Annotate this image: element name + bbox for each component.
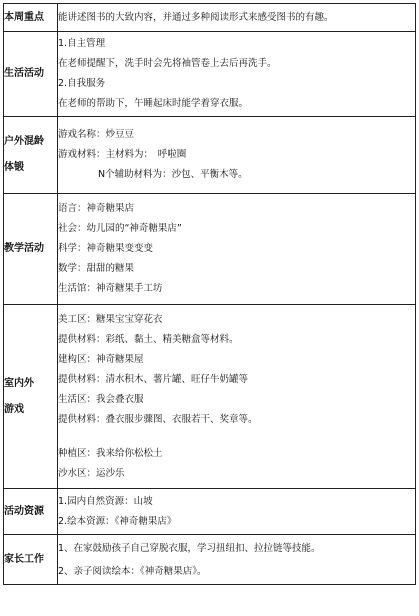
outdoor-line: 游戏名称：炒豆豆 <box>58 129 135 140</box>
indoor-line: 沙水区：运沙乐 <box>58 467 125 479</box>
resources-line: 2.绘本资源：《神奇糖果店》 <box>58 515 177 527</box>
outdoor-line: N个辅助材料为：沙包、平衡木等。 <box>98 169 248 180</box>
resources-line: 1.园内自然资源：山坡 <box>58 495 153 507</box>
indoor-heading-line: 游戏 <box>4 403 24 415</box>
row-life <box>4 32 416 117</box>
row-teaching <box>4 194 416 305</box>
indoor-line: 美工区：糖果宝宝穿花衣 <box>58 313 163 325</box>
teaching-line: 生活馆：神奇糖果手工坊 <box>58 283 163 294</box>
row-focus <box>4 4 416 32</box>
row-resources <box>4 489 416 535</box>
indoor-line: 建构区：神奇糖果屋 <box>58 353 144 365</box>
life-line: 在老师的帮助下，午睡起床时能学着穿衣服。 <box>58 98 249 109</box>
family-line: 2、亲子阅读绘本：《神奇糖果店》。 <box>58 565 207 577</box>
weekly-plan-table <box>3 3 416 585</box>
outdoor-content <box>58 117 416 194</box>
teaching-line: 数学：甜甜的糖果 <box>58 263 135 274</box>
family-line: 1、在家鼓励孩子自己穿脱衣服，学习扭纽扣、拉拉链等技能。 <box>58 542 321 554</box>
indoor-line: 提供材料：彩纸、黏土、精美糖盒等材料。 <box>58 333 239 345</box>
focus-heading: 本周重点 <box>4 4 58 32</box>
outdoor-heading-line: 体锻 <box>4 162 24 173</box>
teaching-content <box>58 194 416 305</box>
teaching-line: 科学：神奇糖果变变变 <box>58 243 154 254</box>
life-line: 2.自我服务 <box>58 78 106 89</box>
focus-line: 能讲述图书的大致内容，并通过多种阅读形式来感受图书的有趣。 <box>58 11 334 23</box>
family-heading: 家长工作 <box>4 535 58 585</box>
indoor-heading <box>4 305 58 489</box>
resources-content <box>58 489 416 535</box>
resources-heading: 活动资源 <box>4 489 58 535</box>
indoor-heading-line: 室内外 <box>4 377 34 389</box>
life-content <box>58 32 416 117</box>
indoor-line: 生活区：我会叠衣服 <box>58 393 144 405</box>
indoor-line: 种植区：我来给你松松土 <box>58 447 163 459</box>
life-heading: 生活活动 <box>4 32 58 117</box>
outdoor-heading-line: 户外混龄 <box>4 136 44 147</box>
teaching-heading: 教学活动 <box>4 194 58 305</box>
life-line: 在老师提醒下，洗手时会先将袖管卷上去后再洗手。 <box>58 58 277 69</box>
family-content <box>58 535 416 585</box>
row-indoor <box>4 305 416 489</box>
focus-content <box>58 4 416 32</box>
indoor-line: 提供材料：叠衣服步骤图、衣服若干、奖章等。 <box>58 413 258 425</box>
indoor-content <box>58 305 416 489</box>
indoor-line: 提供材料：清水积木、薯片罐、旺仔牛奶罐等 <box>58 373 249 385</box>
row-family <box>4 535 416 585</box>
life-line: 1.自主管理 <box>58 38 106 49</box>
teaching-line: 语言：神奇糖果店 <box>58 203 135 214</box>
teaching-line: 社会：幼儿园的“神奇糖果店” <box>58 223 182 234</box>
outdoor-line: 游戏材料：主材料为： 呼啦圈 <box>58 149 187 160</box>
outdoor-heading <box>4 117 58 194</box>
row-outdoor <box>4 117 416 194</box>
indoor-spacer <box>58 430 415 444</box>
